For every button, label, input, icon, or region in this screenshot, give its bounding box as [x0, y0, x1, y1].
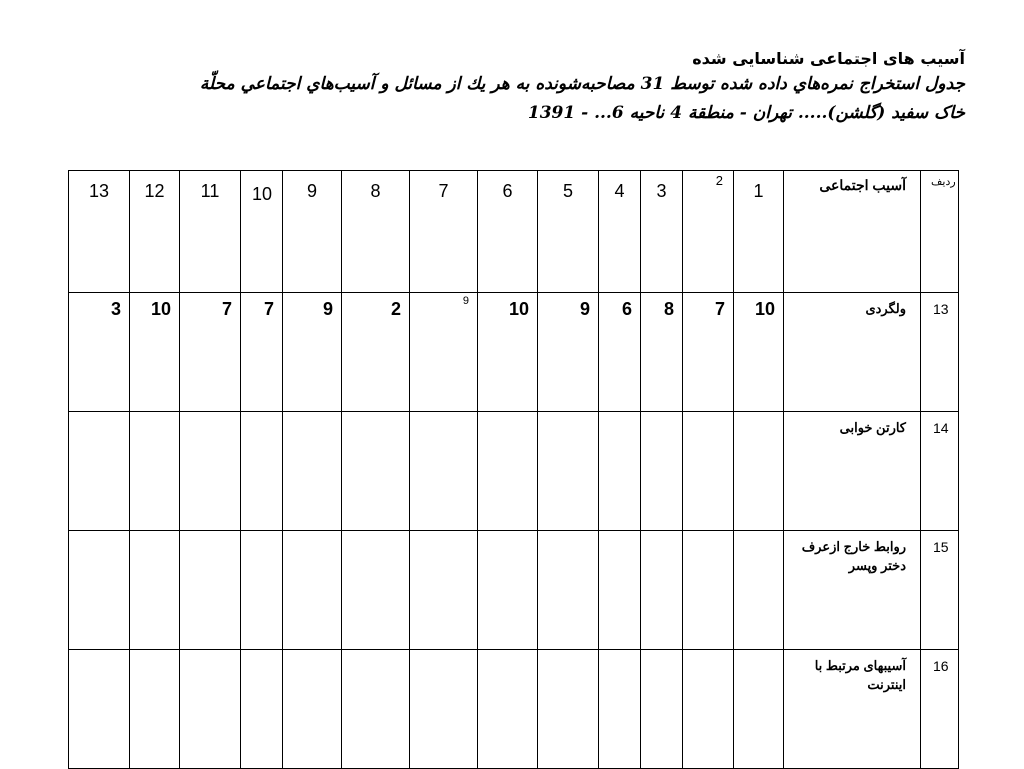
column-header-13: 13 — [69, 171, 130, 293]
score-cell — [241, 531, 283, 650]
score-cell — [69, 412, 130, 531]
score-cell — [683, 412, 734, 531]
column-header-1: 1 — [734, 171, 784, 293]
column-header-12: 12 — [130, 171, 180, 293]
score-cell — [342, 650, 410, 769]
score-cell: 9 — [410, 293, 478, 412]
score-cell — [130, 531, 180, 650]
score-cell — [683, 650, 734, 769]
score-cell — [69, 650, 130, 769]
score-cell: 6 — [599, 293, 641, 412]
table-row — [69, 412, 959, 531]
column-header-8: 8 — [342, 171, 410, 293]
score-cell — [683, 531, 734, 650]
column-header-4: 4 — [599, 171, 641, 293]
score-cell: 3 — [69, 293, 130, 412]
row-index-header: ردیف — [921, 171, 959, 293]
score-cell — [478, 531, 538, 650]
score-cell — [180, 650, 241, 769]
score-cell — [69, 531, 130, 650]
page-header — [70, 48, 965, 128]
issue-label: روابط خارج ازعرف دختر وپسر — [784, 531, 921, 650]
score-cell — [538, 531, 599, 650]
score-cell — [478, 412, 538, 531]
column-header-5: 5 — [538, 171, 599, 293]
score-cell — [283, 531, 342, 650]
score-cell — [130, 412, 180, 531]
score-cell: 7 — [683, 293, 734, 412]
score-cell — [734, 650, 784, 769]
score-cell — [538, 412, 599, 531]
score-cell — [734, 412, 784, 531]
score-cell — [641, 531, 683, 650]
issue-column-header: آسیب اجتماعی — [784, 171, 921, 293]
table-header-row — [69, 171, 959, 293]
score-cell: 7 — [180, 293, 241, 412]
score-cell — [599, 412, 641, 531]
score-cell — [734, 531, 784, 650]
table-row — [69, 531, 959, 650]
score-cell — [180, 412, 241, 531]
score-cell — [410, 650, 478, 769]
score-cell: 7 — [241, 293, 283, 412]
score-cell: 8 — [641, 293, 683, 412]
row-index: 15 — [921, 531, 959, 650]
column-header-9: 9 — [283, 171, 342, 293]
issues-score-table — [68, 170, 959, 769]
score-cell — [641, 650, 683, 769]
issue-label: ولگردی — [784, 293, 921, 412]
score-cell — [641, 412, 683, 531]
score-cell — [599, 650, 641, 769]
column-header-7: 7 — [410, 171, 478, 293]
score-cell: 9 — [283, 293, 342, 412]
score-cell — [478, 650, 538, 769]
score-cell — [410, 531, 478, 650]
score-cell — [599, 531, 641, 650]
table-row — [69, 650, 959, 769]
score-cell — [130, 650, 180, 769]
score-cell — [342, 412, 410, 531]
score-cell: 2 — [342, 293, 410, 412]
column-header-11: 11 — [180, 171, 241, 293]
row-index: 13 — [921, 293, 959, 412]
score-cell — [180, 531, 241, 650]
column-header-10: 10 — [241, 171, 283, 293]
row-index: 16 — [921, 650, 959, 769]
issue-label: آسیبهای مرتبط با اینترنت — [784, 650, 921, 769]
table-caption-line-2: خاک سفید (گلشن)..... تهران - منطقة 4 ناحيه 6... - 1391 — [527, 103, 965, 123]
page-title: آسیب های اجتماعی شناسایی شده — [692, 49, 965, 68]
table-caption-line-1: جدول استخراج نمره‌هاي داده شده توسط 31 مصاحبه‌شونده به هر يك از مسائل و آسيب‌هاي اجتماعي محلّة — [199, 74, 965, 94]
column-header-3: 3 — [641, 171, 683, 293]
score-cell — [241, 412, 283, 531]
score-cell — [538, 650, 599, 769]
score-cell: 10 — [478, 293, 538, 412]
column-header-6: 6 — [478, 171, 538, 293]
table-row — [69, 293, 959, 412]
score-cell — [241, 650, 283, 769]
score-cell — [410, 412, 478, 531]
score-cell: 10 — [734, 293, 784, 412]
score-cell — [283, 650, 342, 769]
issue-label: کارتن خوابی — [784, 412, 921, 531]
score-cell: 10 — [130, 293, 180, 412]
score-cell — [283, 412, 342, 531]
row-index: 14 — [921, 412, 959, 531]
score-cell: 9 — [538, 293, 599, 412]
column-header-2: 2 — [683, 171, 734, 293]
score-cell — [342, 531, 410, 650]
